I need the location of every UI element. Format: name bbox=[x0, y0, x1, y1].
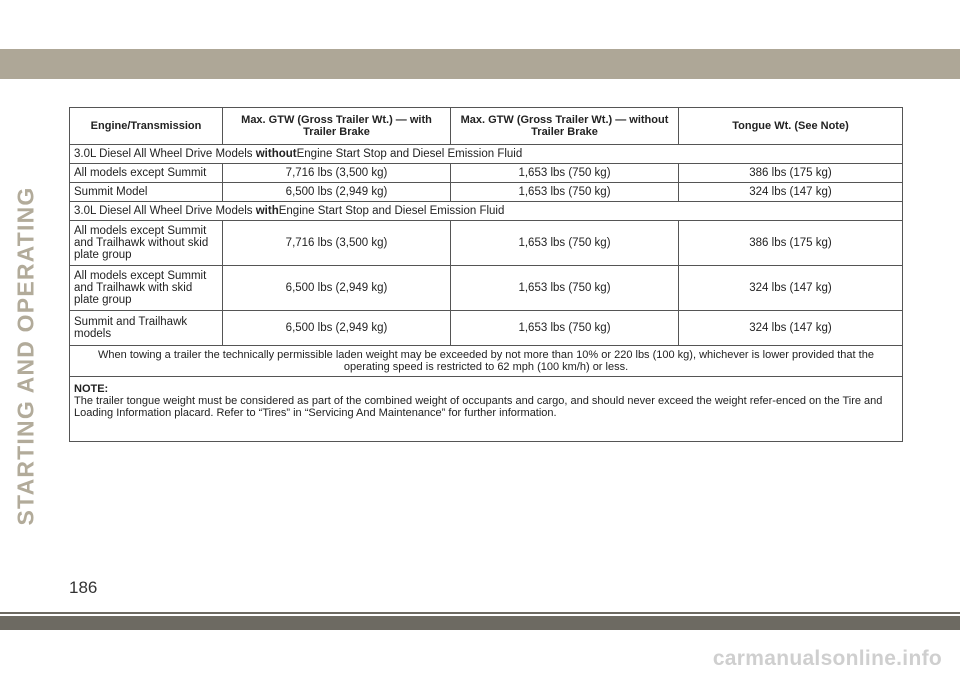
table-row bbox=[70, 266, 903, 311]
tongue-weight-cell: 386 lbs (175 kg) bbox=[679, 221, 903, 266]
engine-cell: Summit and Trailhawk models bbox=[70, 311, 223, 346]
group-heading-row bbox=[70, 202, 903, 221]
header-gtw-without-brake: Max. GTW (Gross Trailer Wt.) — without Trailer Brake bbox=[451, 108, 679, 145]
towing-spec-table bbox=[69, 107, 903, 442]
tongue-weight-cell: 324 lbs (147 kg) bbox=[679, 183, 903, 202]
table-header-row bbox=[70, 108, 903, 145]
engine-cell: All models except Summit and Trailhawk without skid plate group bbox=[70, 221, 223, 266]
table-row bbox=[70, 164, 903, 183]
header-band bbox=[0, 49, 960, 79]
group-heading-row bbox=[70, 145, 903, 164]
table-row bbox=[70, 311, 903, 346]
gtw-with-brake-cell: 7,716 lbs (3,500 kg) bbox=[223, 221, 451, 266]
watermark: carmanualsonline.info bbox=[712, 647, 942, 670]
gtw-without-brake-cell: 1,653 lbs (750 kg) bbox=[451, 183, 679, 202]
towing-footnote: When towing a trailer the technically permissible laden weight may be exceeded by not more than 10% or 220 lbs (100 kg), whichever is lower provided that the operating speed is restricted to 62 mph (100 km/h) or less. bbox=[70, 346, 903, 377]
table-row bbox=[70, 183, 903, 202]
tongue-weight-cell: 386 lbs (175 kg) bbox=[679, 164, 903, 183]
header-engine: Engine/Transmission bbox=[70, 108, 223, 145]
footer-band bbox=[0, 616, 960, 630]
footnote-row bbox=[70, 346, 903, 377]
tongue-weight-cell: 324 lbs (147 kg) bbox=[679, 311, 903, 346]
note-text: The trailer tongue weight must be considered as part of the combined weight of occupants and cargo, and should never exceed the weight refer-enced on the Tire and Loading Information placard. Refer to “Tires” in “Servicing And Maintenance” for further information. bbox=[74, 395, 883, 419]
note-label: NOTE: bbox=[74, 383, 109, 395]
group-heading-with: 3.0L Diesel All Wheel Drive Models withEngine Start Stop and Diesel Emission Fluid bbox=[70, 202, 903, 221]
gtw-with-brake-cell: 6,500 lbs (2,949 kg) bbox=[223, 183, 451, 202]
footer-rule bbox=[0, 612, 960, 614]
gtw-without-brake-cell: 1,653 lbs (750 kg) bbox=[451, 311, 679, 346]
gtw-without-brake-cell: 1,653 lbs (750 kg) bbox=[451, 221, 679, 266]
note-cell bbox=[70, 377, 903, 442]
gtw-without-brake-cell: 1,653 lbs (750 kg) bbox=[451, 164, 679, 183]
section-title: STARTING AND OPERATING bbox=[12, 186, 39, 526]
engine-cell: All models except Summit and Trailhawk with skid plate group bbox=[70, 266, 223, 311]
header-tongue-weight: Tongue Wt. (See Note) bbox=[679, 108, 903, 145]
engine-cell: All models except Summit bbox=[70, 164, 223, 183]
gtw-with-brake-cell: 7,716 lbs (3,500 kg) bbox=[223, 164, 451, 183]
note-row bbox=[70, 377, 903, 442]
gtw-without-brake-cell: 1,653 lbs (750 kg) bbox=[451, 266, 679, 311]
gtw-with-brake-cell: 6,500 lbs (2,949 kg) bbox=[223, 266, 451, 311]
page-number: 186 bbox=[69, 578, 98, 597]
gtw-with-brake-cell: 6,500 lbs (2,949 kg) bbox=[223, 311, 451, 346]
engine-cell: Summit Model bbox=[70, 183, 223, 202]
header-gtw-with-brake: Max. GTW (Gross Trailer Wt.) — with Trailer Brake bbox=[223, 108, 451, 145]
tongue-weight-cell: 324 lbs (147 kg) bbox=[679, 266, 903, 311]
group-heading-without: 3.0L Diesel All Wheel Drive Models withoutEngine Start Stop and Diesel Emission Fluid bbox=[70, 145, 903, 164]
table-row bbox=[70, 221, 903, 266]
